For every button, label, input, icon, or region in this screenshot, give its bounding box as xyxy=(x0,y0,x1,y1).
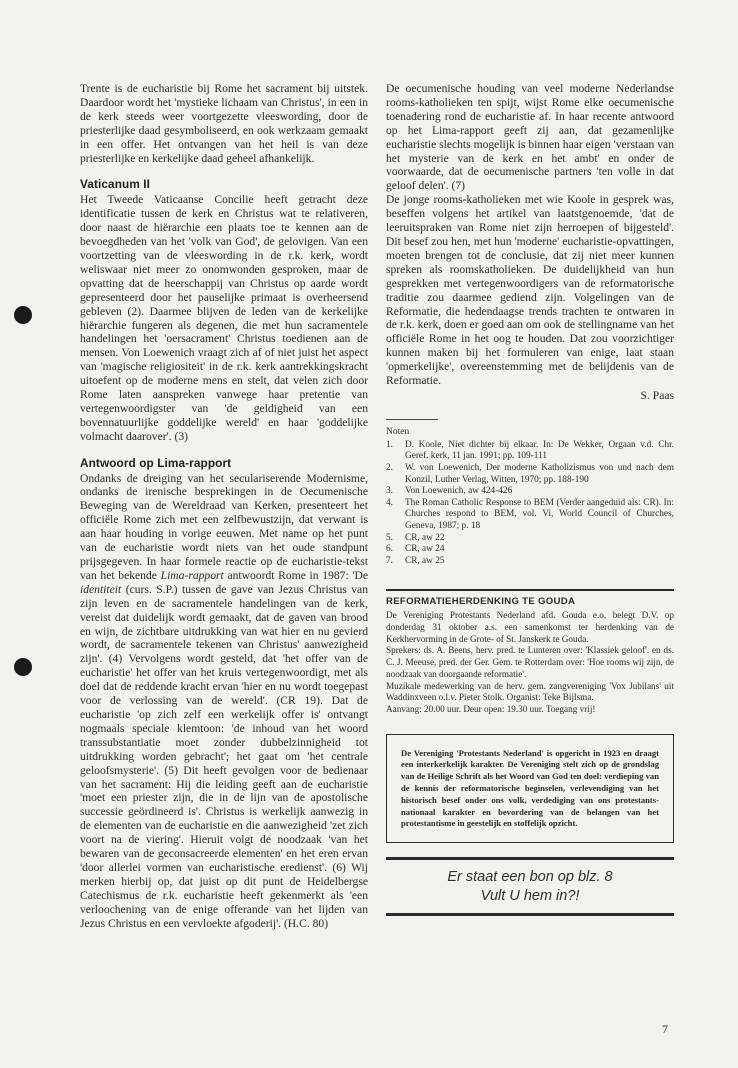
left-column xyxy=(80,82,368,930)
paragraph: Ondanks de dreiging van het seculariserende Modernisme, ondanks de irenische besprekingen in de Oecumenische Beweging van de Wereldraad van Kerken, presenteert het officiële Rome zich met een zelfbewustzijn, dat verwant is aan haar houding in vorige eeuwen. Met name op het punt van de eucharistie wordt niets van het oude standpunt prijsgegeven. In haar formele reactie op de eucharistie-tekst van het bekende Lima-rapport antwoordt Rome in 1987: 'De identiteit (curs. S.P.) tussen de gave van Jezus Christus van zijn leven en de sacramentele handelingen van de kerk, vereist dat duidelijk wordt gemaakt, dat de gaven van brood en wijn, de zichtbare uitdrukking van wat hier en nu gevierd wordt, de sacramentele tekenen van Christus' aanwezigheid zijn'. (4) Vervolgens wordt gesteld, dat 'het offer van de eucharistie' het offer van het kruis vertegenwoordigt, met als doel dat de reddende kracht ervan 'hier en nu wordt toegepast voor de verlossing van de wereld'. (CR 19). Dat de eucharistie 'op zich zelf een werkelijk offer is' ontvangt nogmaals speciale klemtoon: 'de inhoud van het woord transsubstantiatie moet zonder dubbelzinnigheid tot uitdrukking worden gebracht'; het gaat om 'het centrale geloofsmysterie'. (5) Dit heeft gevolgen voor de bedienaar van het sacrament: Hij die leiding geeft aan de eucharistie 'moet een priester zijn, die in de lijn van de apostolische successie geördineerd is'. Christus is werkelijk aanwezig in de elementen van de eucharistie en die aanwezigheid 'zet zich voort na de viering'. Hieruit volgt de noodzaak 'van het bewaren van de geconsacreerde elementen' en het eren ervan 'door allerlei vormen van eucharistische eredienst'. (6) Wij merken hierbij op, dat juist op dit punt de Heidelbergse Catechismus de r.k. eucharistie heeft gekenmerkt als 'een verloochening van de enige offerande van het lijden van Jezus Christus en een vervloekte afgoderij'. (H.C. 80) xyxy=(80,471,368,930)
announcement-text: De Vereniging Protestants Nederland afd. Gouda e.o. belegt D.V. op donderdag 31 oktober a.s. een samenkomst ter herdenking van de Kerkhervorming in de Grote- of St. Janskerk te Gouda. xyxy=(386,610,674,644)
section-heading-lima: Antwoord op Lima-rapport xyxy=(80,455,232,470)
note-item: 2. W. von Loewenich, Der moderne Katholizismus von und nach dem Konzil, Luther Verlag, Witten, 1970; pp. 188-190 xyxy=(386,463,674,485)
notes-divider xyxy=(386,419,438,420)
society-info-box: De Vereniging 'Protestants Nederland' is opgericht in 1923 en draagt een interkerkelijk karakter. De Vereniging stelt zich op de grondslag van de Heilige Schrift als het Woord van God ten doel: verdieping van de kennis der reformatorische beginselen, verlevendiging van het historisch besef onder ons volk, verdediging van ons protestants-nationaal karakter en bevordering van de belangen van het protestantisme in geestelijk en stoffelijk opzicht. xyxy=(386,734,674,844)
note-item: 5. CR, aw 22 xyxy=(386,532,445,543)
announcement-text: Muzikale medewerking van de herv. gem. zangvereniging 'Vox Jubilans' uit Waddinxveen o.l.v. Pieter Stolk. Organist: Teke Bijlsma. xyxy=(386,680,674,703)
section-heading-vaticanum: Vaticanum II xyxy=(80,177,151,192)
paragraph: De oecumenische houding van veel moderne Nederlandse rooms-katholieken ten spijt, wijst Rome elke oecumenische toenadering rond de eucharistie af. In haar recente antwoord op het Lima-rapport geeft zij aan, dat gezamenlijke eucharistie slechts mogelijk is binnen haar eigen 'verstaan van het mysterie van de kerk en het ambt' en onder de voorwaarde, dat de oecumenische partners 'ten volle in dat geloof delen'. (7) xyxy=(386,82,674,193)
announcement-text: Aanvang: 20.00 uur. Deur open: 19.30 uur. Toegang vrij! xyxy=(386,703,596,714)
paragraph: De jonge rooms-katholieken met wie Koole in gesprek was, beseffen volgens het artikel van laatstgenoemde, 'dat de leeruitspraken van Rome niet zijn herroepen of bijgesteld'. Dit besef zou hen, met hun 'moderne' eucharistie-opvattingen, moeten brengen tot de conclusie, dat zij niet meer kunnen spreken als roomskatholieken. De duidelijkheid van hun gesprekken met vertegenwoordigers van de reformatorische traditie zou daarmee gediend zijn. Volgelingen van de Reformatie, die hedendaagse trends trachten te ontwaren in de r.k. kerk, doen er goed aan om ook de stellingname van het officiële Rome in het oog te houden. Dat zou voorzichtiger kunnen maken bij het formuleren van enige, laat staan 'opmerkelijke', overeenstemming met de belijdenis van de Reformatie. xyxy=(386,193,674,388)
coupon-line: Vult U hem in?! xyxy=(480,888,580,905)
notes-list xyxy=(386,440,674,568)
note-item: 7. CR, aw 25 xyxy=(386,555,445,566)
right-column xyxy=(386,82,674,916)
paragraph: Trente is de eucharistie bij Rome het sacrament bij uitstek. Daardoor wordt het 'mystieke lichaam van Christus', in een in de kerk steeds weer voortgezette vleeswording, door de priesterlijke daad gesymboliseerd, en ook werkzaam gemaakt in een offer. Het ontvangen van het heil is van deze priesterlijke en kerkelijke daad geheel afhankelijk. xyxy=(80,82,368,165)
bon-bottom-rule xyxy=(386,913,674,916)
announcement-title: REFORMATIEHERDENKING TE GOUDA xyxy=(386,596,576,608)
coupon-line: Er staat een bon op blz. 8 xyxy=(447,869,613,886)
author-signature: S. Paas xyxy=(640,388,674,402)
note-item: 1. D. Koole, Niet dichter bij elkaar. In: De Wekker, Orgaan v.d. Chr. Geref. kerk, 11 jan. 1991; pp. 109-111 xyxy=(386,439,674,462)
italic-lima-rapport: Lima-rapport xyxy=(160,568,224,582)
note-item: 6. CR, aw 24 xyxy=(386,544,445,555)
note-item: 3. Von Loewenich, aw 424-426 xyxy=(386,486,513,497)
paragraph: Het Tweede Vaticaanse Concilie heeft getracht deze identificatie tussen de kerk en Christus wat te relativeren, door naast de hiërarchie een plaats toe te kennen aan de bevoegdheden van het 'volk van God', de gelovigen. Van een voortzetting van de vleeswording in de r.k. kerk, wordt weliswaar niet meer zo onomwonden gesproken, maar de opvatting dat de heerschappij van Christus op aarde wordt gepresenteerd door het pauselijke primaat is overheersend gebleven (2). Daarmee blijven de leden van de kerkelijke hiërarchie fungeren als degenen, die met hun sacramentele handelingen het 'oersacrament' Christus toedienen aan de mensen. Von Loewenich vraagt zich af of niet juist het aspect van 'magische religiositeit' in de r.k. kerk aantrekkingskracht uitoefent op de moderne mens en stelt, dat velen zich door Rome laten aanspreken vanwege haar pretentie van vertegenwoordigster van 'de geldigheid van een bovennatuurlijke goddelijke wereld' en haar 'goddelijke volmacht daarover'. (3) xyxy=(80,193,368,443)
announcement-text: Sprekers: ds. A. Beens, herv. pred. te Lunteren over: 'Klassiek geloof'. en ds. C. J. Meeuse, pred. der Ger. Gem. te Rotterdam over: 'Hoe rooms wij zijn, de noodzaak van doorgaande reformatie'. xyxy=(386,645,674,679)
punch-hole-lower xyxy=(14,658,32,676)
italic-identiteit: identiteit xyxy=(80,582,122,596)
notes-title: Noten xyxy=(386,426,410,437)
note-item: 4. The Roman Catholic Response to BEM (Verder aangeduid als: CR). In: Churches respond to BEM, vol. Vi, World Council of Churches, Geneva, 1987; p. 18 xyxy=(386,497,674,531)
coupon-notice xyxy=(386,860,674,913)
punch-hole-upper xyxy=(14,306,32,324)
announcement-divider xyxy=(386,589,674,591)
announcement xyxy=(386,595,674,715)
page-number: 7 xyxy=(662,1022,668,1036)
